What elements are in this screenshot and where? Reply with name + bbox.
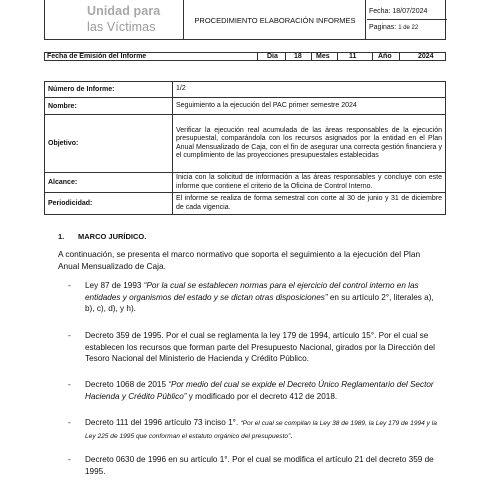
emission-date-row <box>44 52 446 61</box>
list-item-text: en su artículo 2°, literales a), b), c), d), y h). <box>85 292 434 313</box>
section-intro: A continuación, se presenta el marco normativo que soporta el seguimiento a la ejecución del Plan Anual Mensualizado de Caja. <box>58 249 421 271</box>
list-item-text: Decreto 111 del 1996 artículo 73 inciso 1°. <box>85 418 241 427</box>
table-row <box>45 173 446 193</box>
year-value: 2024 <box>418 53 434 60</box>
pages-label: Paginas: <box>369 24 397 31</box>
header-meta <box>367 0 447 40</box>
emission-divider <box>257 53 258 60</box>
scope-value: Inicia con la solicitud de información a las áreas responsables y concluye con este informe que contiene el criterio de la Oficina de Control Interno. <box>173 173 446 193</box>
scope-label: Alcance: <box>45 173 173 193</box>
emission-divider <box>311 53 312 60</box>
list-bullet: - <box>68 281 71 290</box>
procedure-title: PROCEDIMIENTO ELABORACIÓN INFORMES <box>185 0 366 40</box>
name-value: Seguimiento a la ejecución del PAC primer semestre 2024 <box>173 98 446 115</box>
list-bullet: - <box>68 380 71 389</box>
organization-logo <box>45 0 184 40</box>
section-title: MARCO JURÍDICO. <box>78 232 147 241</box>
table-row <box>45 98 446 115</box>
objective-label: Objetivo: <box>45 115 173 173</box>
list-item-text: Ley 87 de 1993 <box>85 281 144 290</box>
list-item-quote: “Por la cual se establecen normas para el ejercicio del control interno en las entidades y organismos del estado y se dictan otras disposiciones” <box>85 281 419 302</box>
objective-value: Verificar la ejecución real acumulada de las áreas responsables de la ejecución presupuestal, comparándola con los recursos asignados por la entidad en el Plan Anual Mensualizado de Caja, con el fin de asegurar una correcta gestión financiera y el cumplimiento de las proyecciones presupuestales establecidas <box>173 115 446 173</box>
emission-divider <box>337 53 338 60</box>
list-item-text: y modificado por el decreto 412 de 2018. <box>186 391 338 401</box>
list-item <box>68 330 443 365</box>
list-item <box>68 417 443 442</box>
emission-label: Fecha de Emisión del Informe <box>47 53 147 60</box>
month-label: Mes <box>316 53 330 60</box>
header-pages <box>367 22 447 31</box>
section-heading <box>58 232 146 241</box>
month-value: 11 <box>349 53 357 60</box>
emission-divider <box>399 53 400 60</box>
table-row <box>45 82 446 98</box>
list-bullet: - <box>68 418 71 427</box>
list-item-text: Decreto 1068 de 2015 <box>85 380 169 389</box>
list-item-text: Decreto 0630 de 1996 en su artículo 1°. Por el cual se modifica el artículo 21 del decreto 359 de 1995. <box>85 455 434 476</box>
table-row <box>45 115 446 173</box>
pages-value: 1 de 22 <box>398 25 419 31</box>
list-item <box>68 379 443 402</box>
emission-divider <box>285 53 286 60</box>
report-number-label: Número de Informe: <box>45 82 173 98</box>
report-info-table <box>44 81 446 215</box>
document-header <box>44 0 446 40</box>
periodicity-value: El informe se realiza de forma semestral con corte al 30 de junio y 31 de diciembre de cada vigencia. <box>173 193 446 215</box>
name-label: Nombre: <box>45 98 173 115</box>
report-number-value: 1/2 <box>173 82 446 98</box>
list-bullet: - <box>68 455 71 464</box>
list-item <box>68 454 443 477</box>
list-item-text: . <box>290 430 293 440</box>
table-row <box>45 193 446 215</box>
list-item-quote: “Por el cual se compilan la Ley 38 de 1989, la Ley 179 de 1994 y la Ley 225 de 1995 que conforman el estatuto orgánico del presupuesto” <box>85 420 437 440</box>
header-date: Fecha: 18/07/2024 <box>367 0 447 20</box>
year-label: Año <box>378 53 392 60</box>
logo-line-1: Unidad para <box>87 4 161 18</box>
section-number: 1. <box>58 232 65 241</box>
day-label: Día <box>267 53 278 60</box>
day-value: 18 <box>294 53 302 60</box>
list-bullet: - <box>68 331 71 340</box>
list-item <box>68 280 443 315</box>
logo-line-2: las Víctimas <box>87 20 156 34</box>
emission-divider <box>372 53 373 60</box>
periodicity-label: Periodicidad: <box>45 193 173 215</box>
list-item-quote: “Por medio del cual se expide el Decreto Único Reglamentario del Sector Hacienda y Crédito Público” <box>85 380 434 401</box>
list-item-text: Decreto 359 de 1995. Por el cual se reglamenta la ley 179 de 1994, artículo 15°. Por el cual se establecen los recursos que forman parte del Presupuesto Nacional, girados por la Dirección del Tesoro Nacional del Ministerio de Hacienda y Crédito Público. <box>85 331 435 363</box>
